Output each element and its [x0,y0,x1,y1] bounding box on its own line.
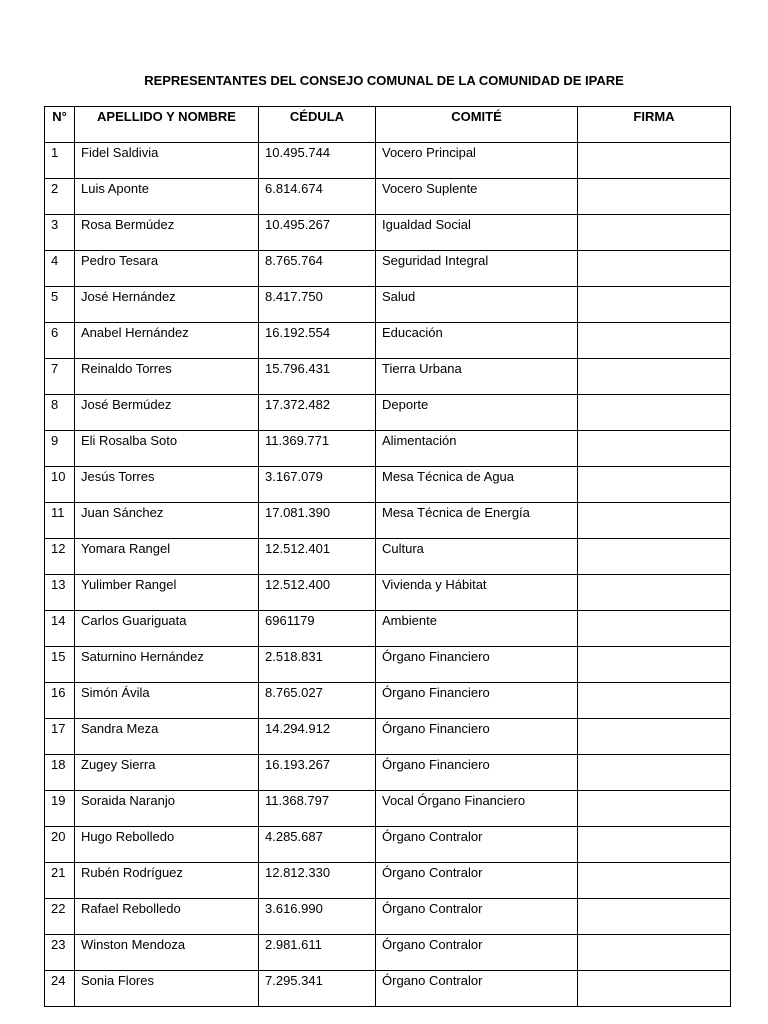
cell-comite: Cultura [376,539,578,575]
cell-signature [578,323,731,359]
table-row [45,575,731,611]
cell-comite: Órgano Financiero [376,647,578,683]
cell-number: 19 [45,791,75,827]
cell-signature [578,431,731,467]
cell-name: Sonia Flores [75,971,259,1007]
cell-signature [578,935,731,971]
cell-comite: Tierra Urbana [376,359,578,395]
cell-cedula: 16.192.554 [259,323,376,359]
cell-signature [578,215,731,251]
cell-cedula: 4.285.687 [259,827,376,863]
cell-cedula: 11.369.771 [259,431,376,467]
cell-name: Jesús Torres [75,467,259,503]
cell-number: 10 [45,467,75,503]
cell-signature [578,143,731,179]
cell-cedula: 12.812.330 [259,863,376,899]
cell-name: Pedro Tesara [75,251,259,287]
representatives-table [44,106,731,1007]
table-row [45,395,731,431]
cell-signature [578,791,731,827]
table-row [45,611,731,647]
cell-name: Luis Aponte [75,179,259,215]
cell-number: 18 [45,755,75,791]
cell-number: 24 [45,971,75,1007]
cell-comite: Vocero Principal [376,143,578,179]
table-row [45,899,731,935]
table-row [45,539,731,575]
cell-number: 3 [45,215,75,251]
cell-cedula: 8.765.764 [259,251,376,287]
cell-cedula: 10.495.744 [259,143,376,179]
cell-name: José Hernández [75,287,259,323]
table-row [45,863,731,899]
cell-signature [578,719,731,755]
cell-signature [578,359,731,395]
table-row [45,143,731,179]
cell-comite: Órgano Contralor [376,899,578,935]
cell-name: Winston Mendoza [75,935,259,971]
cell-signature [578,575,731,611]
cell-number: 20 [45,827,75,863]
table-header-row [45,107,731,143]
cell-name: Fidel Saldivia [75,143,259,179]
cell-cedula: 17.372.482 [259,395,376,431]
table-row [45,755,731,791]
header-firma: FIRMA [578,107,731,143]
table-row [45,791,731,827]
cell-cedula: 3.167.079 [259,467,376,503]
cell-comite: Vocero Suplente [376,179,578,215]
cell-name: José Bermúdez [75,395,259,431]
cell-name: Yomara Rangel [75,539,259,575]
cell-number: 9 [45,431,75,467]
cell-comite: Igualdad Social [376,215,578,251]
cell-comite: Mesa Técnica de Energía [376,503,578,539]
cell-cedula: 14.294.912 [259,719,376,755]
cell-cedula: 6.814.674 [259,179,376,215]
cell-comite: Órgano Financiero [376,755,578,791]
cell-name: Carlos Guariguata [75,611,259,647]
cell-signature [578,755,731,791]
cell-name: Rubén Rodríguez [75,863,259,899]
cell-cedula: 12.512.401 [259,539,376,575]
cell-name: Rosa Bermúdez [75,215,259,251]
cell-cedula: 3.616.990 [259,899,376,935]
cell-cedula: 10.495.267 [259,215,376,251]
cell-number: 1 [45,143,75,179]
cell-cedula: 8.417.750 [259,287,376,323]
cell-number: 12 [45,539,75,575]
cell-signature [578,863,731,899]
cell-name: Yulimber Rangel [75,575,259,611]
cell-number: 22 [45,899,75,935]
header-comite: COMITÉ [376,107,578,143]
cell-name: Sandra Meza [75,719,259,755]
cell-signature [578,971,731,1007]
table-row [45,323,731,359]
table-row [45,467,731,503]
header-name: APELLIDO Y NOMBRE [75,107,259,143]
cell-name: Reinaldo Torres [75,359,259,395]
cell-cedula: 15.796.431 [259,359,376,395]
cell-number: 4 [45,251,75,287]
table-row [45,683,731,719]
cell-name: Anabel Hernández [75,323,259,359]
cell-name: Hugo Rebolledo [75,827,259,863]
table-row [45,287,731,323]
cell-cedula: 16.193.267 [259,755,376,791]
cell-cedula: 11.368.797 [259,791,376,827]
cell-number: 17 [45,719,75,755]
document-title: REPRESENTANTES DEL CONSEJO COMUNAL DE LA COMUNIDAD DE IPARE [144,73,624,88]
cell-cedula: 2.981.611 [259,935,376,971]
cell-signature [578,827,731,863]
table-row [45,179,731,215]
cell-number: 11 [45,503,75,539]
table-row [45,647,731,683]
header-number: N° [45,107,75,143]
cell-number: 16 [45,683,75,719]
table-row [45,827,731,863]
table-row [45,935,731,971]
table-row [45,215,731,251]
cell-signature [578,503,731,539]
cell-comite: Vivienda y Hábitat [376,575,578,611]
cell-signature [578,539,731,575]
cell-number: 14 [45,611,75,647]
cell-name: Eli Rosalba Soto [75,431,259,467]
cell-comite: Órgano Financiero [376,683,578,719]
cell-comite: Vocal Órgano Financiero [376,791,578,827]
cell-signature [578,467,731,503]
cell-comite: Órgano Contralor [376,827,578,863]
cell-signature [578,899,731,935]
cell-comite: Órgano Contralor [376,971,578,1007]
cell-comite: Deporte [376,395,578,431]
cell-cedula: 8.765.027 [259,683,376,719]
cell-number: 23 [45,935,75,971]
cell-comite: Educación [376,323,578,359]
cell-number: 5 [45,287,75,323]
cell-number: 8 [45,395,75,431]
table-row [45,251,731,287]
cell-signature [578,287,731,323]
cell-signature [578,647,731,683]
header-cedula: CÉDULA [259,107,376,143]
cell-comite: Órgano Contralor [376,935,578,971]
cell-signature [578,251,731,287]
table-row [45,359,731,395]
cell-comite: Mesa Técnica de Agua [376,467,578,503]
table-row [45,503,731,539]
cell-comite: Órgano Financiero [376,719,578,755]
cell-cedula: 7.295.341 [259,971,376,1007]
cell-comite: Órgano Contralor [376,863,578,899]
table-row [45,719,731,755]
cell-name: Rafael Rebolledo [75,899,259,935]
cell-comite: Alimentación [376,431,578,467]
cell-number: 13 [45,575,75,611]
table-row [45,431,731,467]
cell-comite: Salud [376,287,578,323]
table-row [45,971,731,1007]
cell-cedula: 17.081.390 [259,503,376,539]
cell-number: 2 [45,179,75,215]
cell-cedula: 2.518.831 [259,647,376,683]
cell-name: Zugey Sierra [75,755,259,791]
cell-comite: Ambiente [376,611,578,647]
cell-name: Juan Sánchez [75,503,259,539]
cell-signature [578,395,731,431]
cell-number: 21 [45,863,75,899]
cell-cedula: 6961179 [259,611,376,647]
cell-name: Soraida Naranjo [75,791,259,827]
cell-name: Simón Ávila [75,683,259,719]
cell-number: 6 [45,323,75,359]
cell-name: Saturnino Hernández [75,647,259,683]
cell-cedula: 12.512.400 [259,575,376,611]
cell-number: 7 [45,359,75,395]
cell-signature [578,683,731,719]
cell-number: 15 [45,647,75,683]
cell-comite: Seguridad Integral [376,251,578,287]
cell-signature [578,611,731,647]
cell-signature [578,179,731,215]
table-body [45,143,731,1007]
